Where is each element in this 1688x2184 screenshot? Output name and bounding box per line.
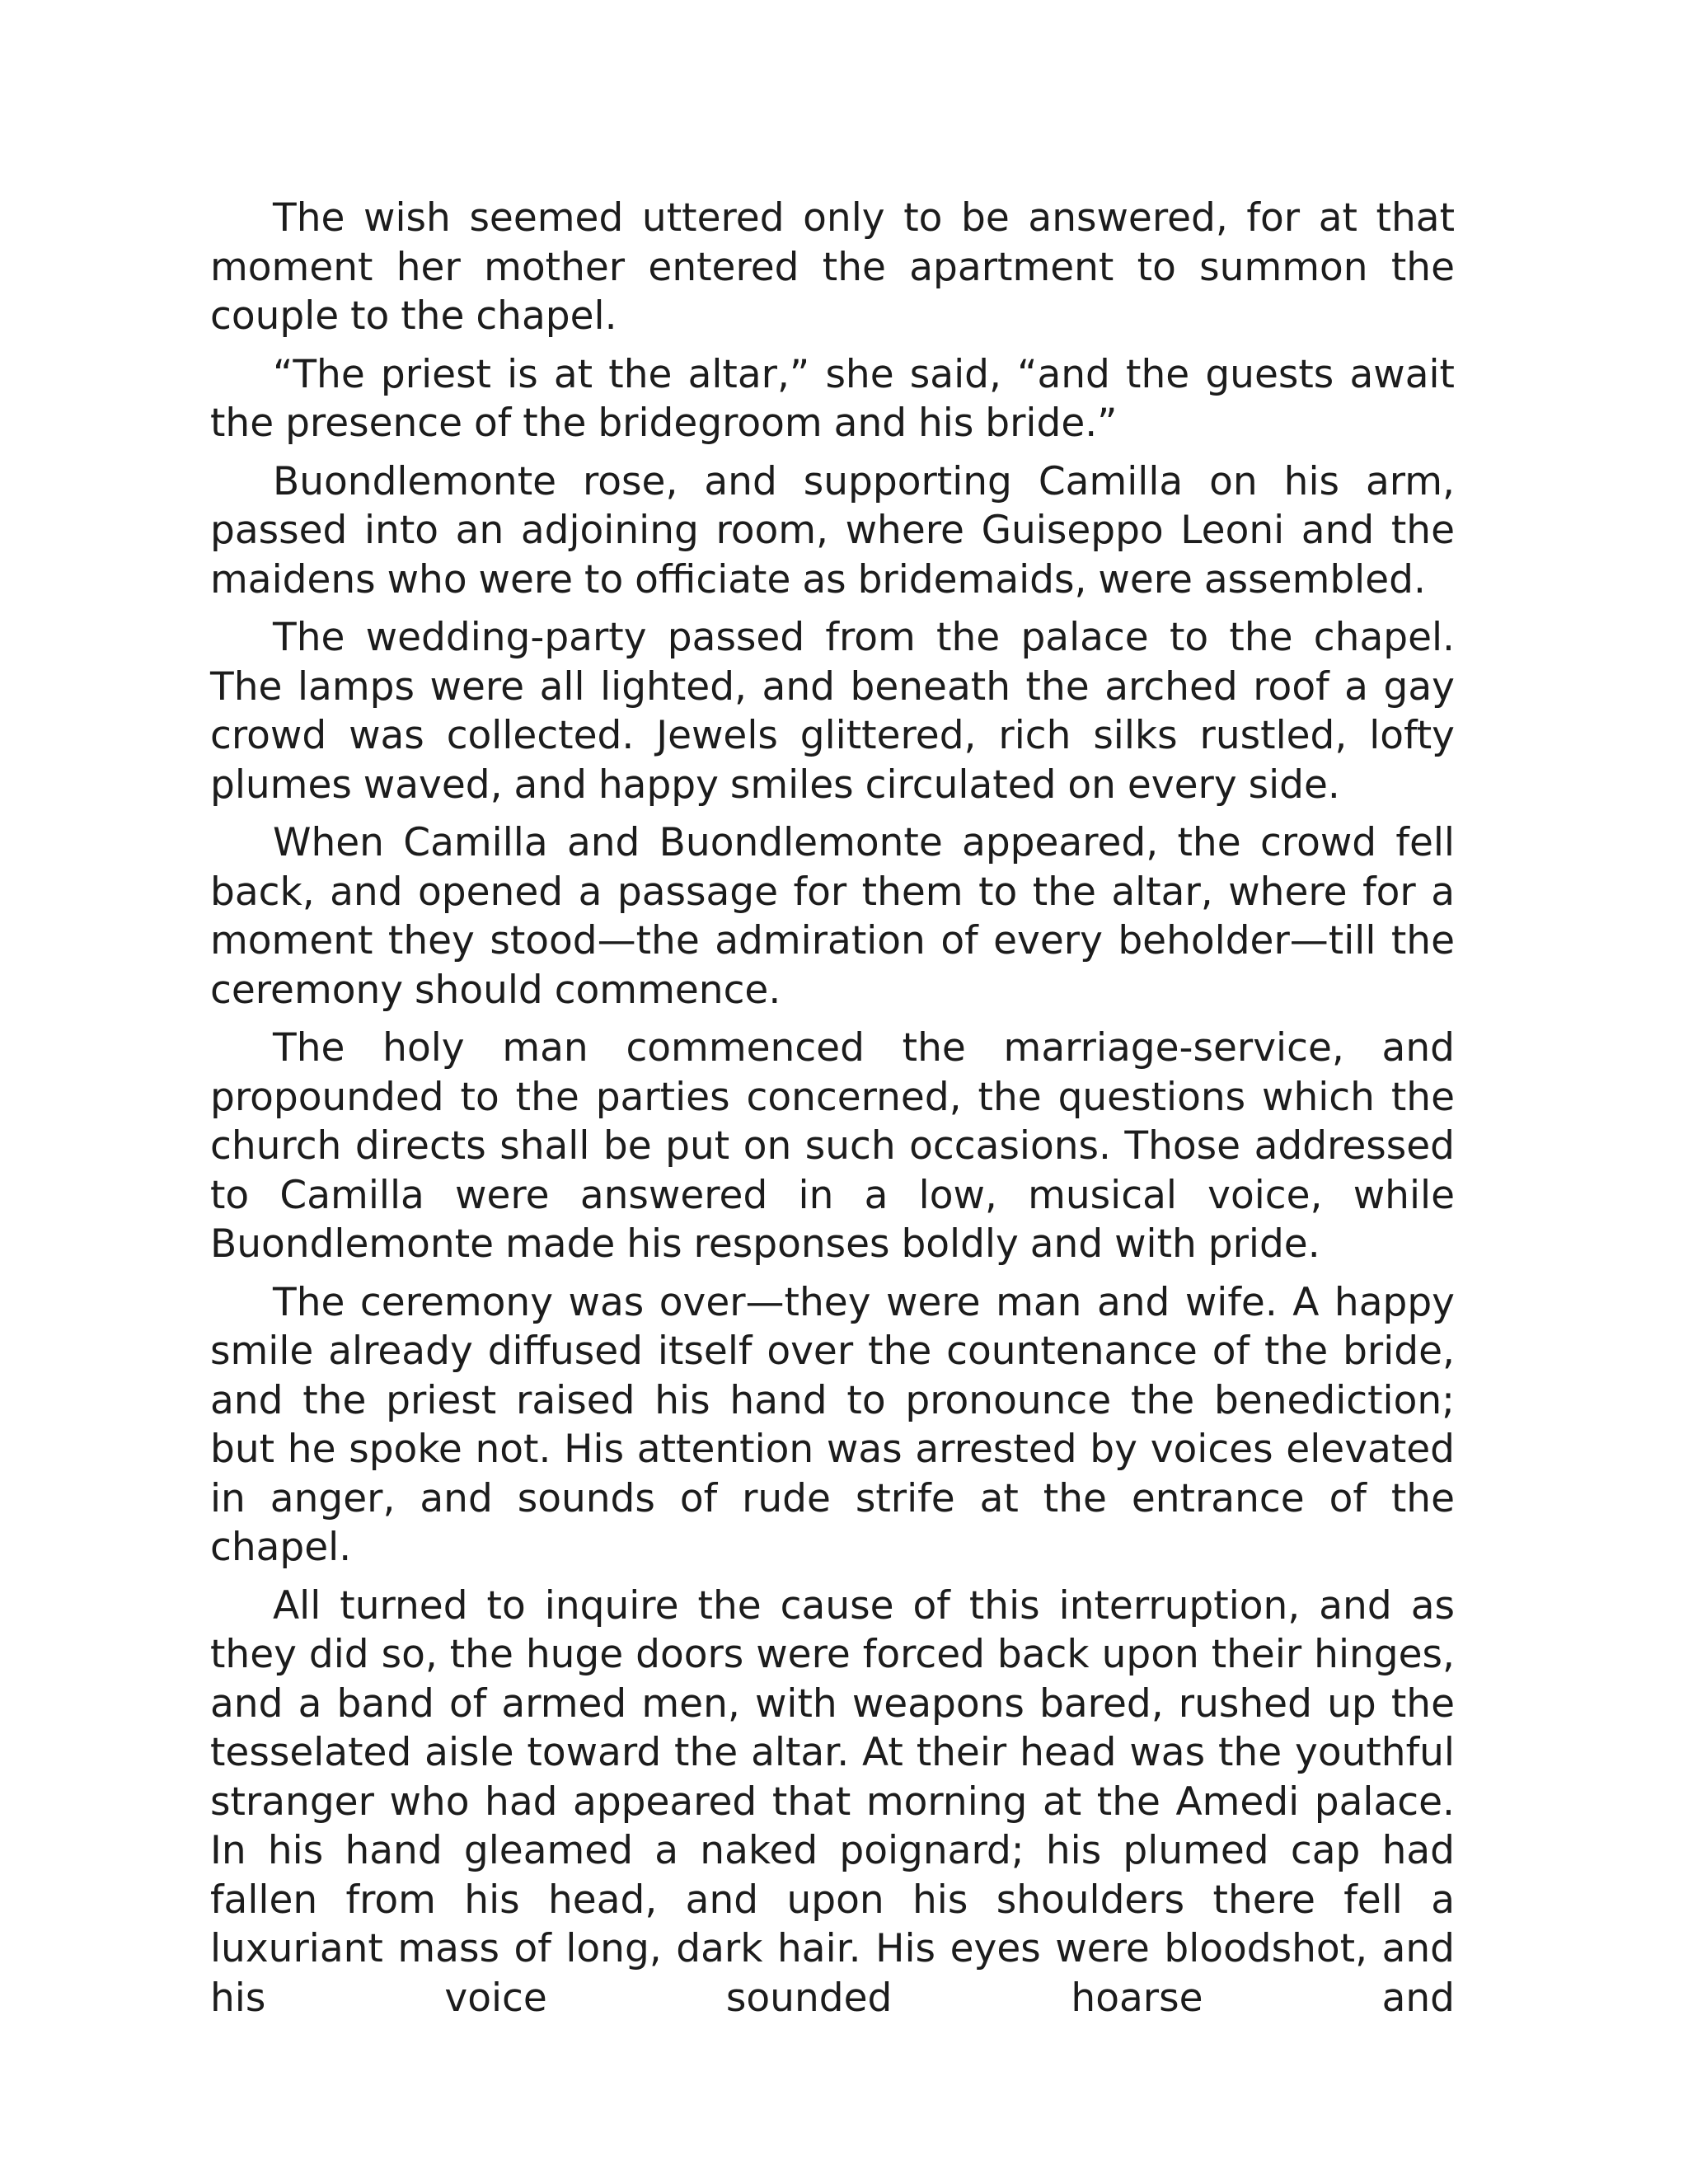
paragraph-2: “The priest is at the altar,” she said, “and the guests await the presence of the bridegroom and his bride.” — [210, 351, 1455, 446]
page-body — [210, 194, 1455, 2022]
paragraph-5: When Camilla and Buondlemonte appeared, the crowd fell back, and opened a passage for them to the altar, where for a moment they stood—the admiration of every beholder—till the ceremony should commence. — [210, 820, 1455, 1013]
paragraph-6: The holy man commenced the marriage-service, and propounded to the parties concerned, the questions which the church directs shall be put on such occasions. Those addressed to Camilla were answered in a low, musical voice, while Buondlemonte made his responses boldly and with pride. — [210, 1025, 1455, 1267]
paragraph-4: The wedding-party passed from the palace to the chapel. The lamps were all lighted, and beneath the arched roof a gay crowd was collected. Jewels glittered, rich silks rustled, lofty plumes waved, and happy smiles circulated on every side. — [210, 615, 1455, 808]
paragraph-8: All turned to inquire the cause of this interruption, and as they did so, the huge doors were forced back upon their hinges, and a band of armed men, with weapons bared, rushed up the tesselated aisle toward the altar. At their head was the youthful stranger who had appeared that morning at the Amedi palace. In his hand gleamed a naked poignard; his plumed cap had fallen from his head, and upon his shoulders there fell a luxuriant mass of long, dark hair. His eyes were bloodshot, and his voice sounded hoarse and — [210, 1582, 1455, 2021]
paragraph-3: Buondlemonte rose, and supporting Camilla on his arm, passed into an adjoining room, where Guiseppo Leoni and the maidens who were to officiate as bridemaids, were assembled. — [210, 458, 1455, 602]
paragraph-1: The wish seemed uttered only to be answered, for at that moment her mother entered the apartment to summon the couple to the chapel. — [210, 195, 1455, 339]
paragraph-7: The ceremony was over—they were man and wife. A happy smile already diffused itself over the countenance of the bride, and the priest raised his hand to pronounce the benediction; but he spoke not. His attention was arrested by voices elevated in anger, and sounds of rude strife at the entrance of the chapel. — [210, 1279, 1455, 1570]
